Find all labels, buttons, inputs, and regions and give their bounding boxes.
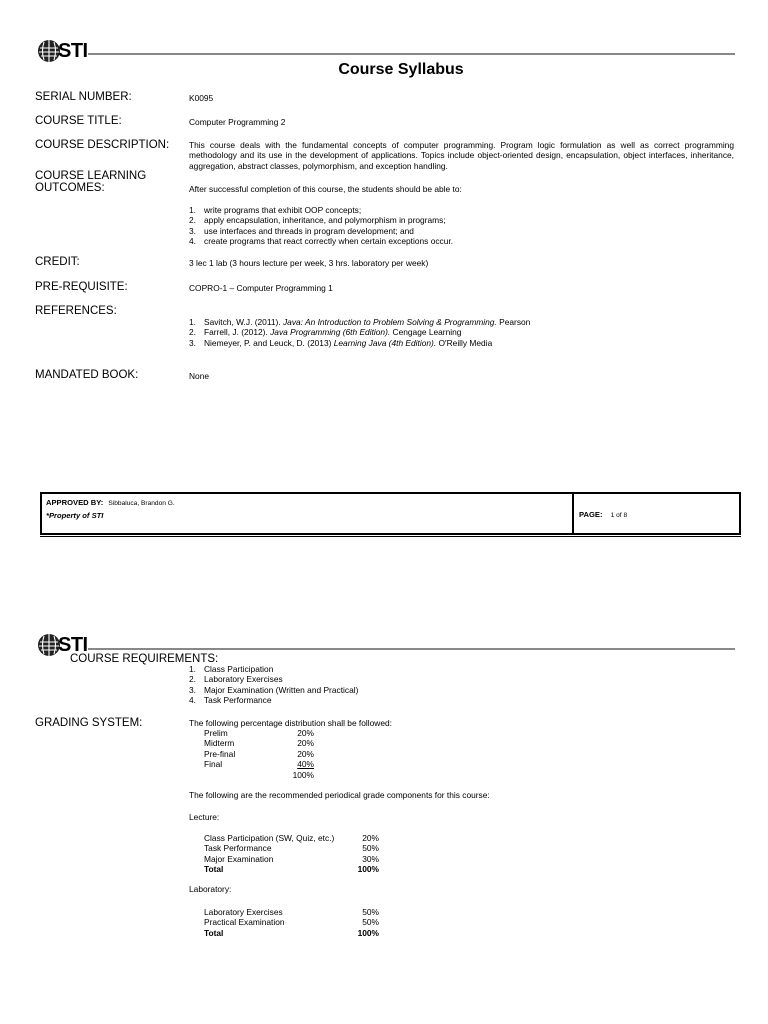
table-row: Final 40% — [204, 759, 314, 770]
table-row: Total 100% — [204, 864, 379, 875]
footer-underline — [40, 536, 741, 537]
outcomes-label-1: COURSE LEARNING — [35, 170, 147, 182]
table-row: Task Performance 50% — [204, 843, 379, 854]
table-row: Laboratory Exercises 50% — [204, 907, 379, 917]
logo-text: STI — [58, 634, 88, 656]
list-item: 1. write programs that exhibit OOP concepts; — [189, 205, 362, 215]
prerequisite-label: PRE-REQUISITE: — [35, 281, 128, 293]
laboratory-label: Laboratory: — [189, 884, 232, 894]
property-note: *Property of STI — [46, 511, 104, 520]
references-list — [189, 317, 530, 348]
laboratory-table — [204, 907, 379, 938]
mandated-book-value: None — [189, 371, 210, 381]
list-item: 4. Task Performance — [189, 695, 272, 706]
course-description-value: This course deals with the fundamental concepts of computer programming. Program logic formulation as well as correct programming methodology and its use in the development of applications. Topics include object-oriented design, encapsulation, object interfaces, inheritance, aggregation, abstract classes, polymorphism, and exception handling. — [189, 140, 734, 171]
requirements-list — [189, 664, 358, 706]
course-title-value: Computer Programming 2 — [189, 117, 286, 127]
header-rule — [88, 53, 735, 55]
requirements-label: COURSE REQUIREMENTS: — [70, 653, 219, 665]
page-value: 1 of 8 — [610, 512, 628, 519]
lecture-label: Lecture: — [189, 812, 220, 822]
page-label: PAGE: — [579, 510, 603, 519]
list-item: 2. Farrell, J. (2012). Java Programming (6th Edition). Cengage Learning — [189, 327, 462, 338]
references-label: REFERENCES: — [35, 305, 117, 317]
list-item: 3. Major Examination (Written and Practical) — [189, 684, 359, 695]
distribution-table — [204, 728, 314, 780]
mandated-book-label: MANDATED BOOK: — [35, 369, 139, 381]
outcomes-list — [189, 205, 453, 247]
credit-value: 3 lec 1 lab (3 hours lecture per week, 3 hrs. laboratory per week) — [189, 258, 429, 268]
grading-label: GRADING SYSTEM: — [35, 717, 143, 729]
footer-divider — [572, 492, 574, 535]
page-title: Course Syllabus — [338, 61, 464, 78]
list-item: 1. Savitch, W.J. (2011). Java: An Introduction to Problem Solving & Programming. Pearson — [189, 317, 531, 327]
approved-by — [46, 498, 175, 507]
table-row: Total 100% — [204, 927, 379, 938]
approved-value: Sibbaluca, Brandon G. — [108, 500, 175, 507]
header-rule — [88, 648, 735, 650]
list-item: 2. Laboratory Exercises — [189, 674, 283, 685]
course-title-label: COURSE TITLE: — [35, 115, 122, 127]
components-intro: The following are the recommended periodical grade components for this course: — [189, 790, 490, 800]
list-item: 3. Niemeyer, P. and Leuck, D. (2013) Learning Java (4th Edition). O'Reilly Media — [189, 337, 493, 348]
distribution-total: 100% — [292, 769, 314, 780]
outcomes-label-2: OUTCOMES: — [35, 182, 105, 194]
lecture-table — [204, 833, 379, 875]
list-item: 1. Class Participation — [189, 664, 274, 674]
table-row: Class Participation (SW, Quiz, etc.) 20% — [204, 833, 379, 843]
credit-label: CREDIT: — [35, 256, 80, 268]
course-description-label: COURSE DESCRIPTION: — [35, 139, 170, 151]
serial-value: K0095 — [189, 93, 214, 103]
grading-intro: The following percentage distribution shall be followed: — [189, 718, 392, 728]
table-row: Practical Examination 50% — [204, 917, 379, 928]
table-row: Midterm 20% — [204, 738, 314, 749]
serial-label: SERIAL NUMBER: — [35, 91, 132, 103]
table-row: Prelim 20% — [204, 728, 314, 738]
list-item: 2. apply encapsulation, inheritance, and polymorphism in programs; — [189, 215, 446, 226]
outcomes-intro: After successful completion of this course, the students should be able to: — [189, 184, 462, 194]
table-row: Major Examination 30% — [204, 853, 379, 864]
list-item: 4. create programs that react correctly when certain exceptions occur. — [189, 236, 454, 247]
table-row: Pre-final 20% — [204, 748, 314, 759]
list-item: 3. use interfaces and threads in program development; and — [189, 225, 414, 236]
page-number — [579, 510, 627, 519]
logo-text: STI — [58, 40, 88, 62]
prerequisite-value: COPRO-1 – Computer Programming 1 — [189, 283, 333, 293]
sti-logo — [37, 39, 88, 63]
approved-label: APPROVED BY: — [46, 498, 104, 507]
